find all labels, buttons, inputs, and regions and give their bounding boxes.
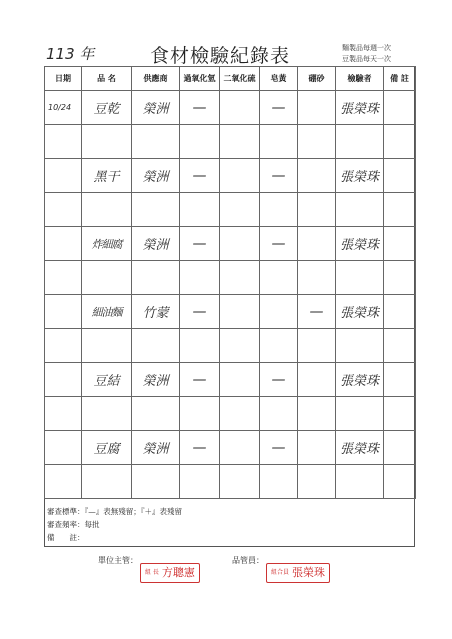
inspector-cell: 張榮珠 <box>336 295 384 329</box>
borax-cell: — <box>298 295 336 329</box>
note-cell <box>384 91 416 125</box>
note-cell <box>384 193 416 227</box>
so2-cell <box>220 261 260 295</box>
supervisor-stamp-name: 方聰憲 <box>161 566 195 579</box>
inspector-cell <box>336 329 384 363</box>
col-note: 備 註 <box>384 67 416 91</box>
borax-cell <box>298 363 336 397</box>
col-so2: 二氧化硫 <box>220 67 260 91</box>
so2-cell <box>220 465 260 499</box>
supplier-cell: 榮洲 <box>132 91 180 125</box>
date-cell <box>45 431 82 465</box>
remark-note: 備 註： <box>47 533 85 542</box>
item-cell: 豆乾 <box>82 91 132 125</box>
so2-cell <box>220 397 260 431</box>
h2o2-cell <box>180 465 220 499</box>
borax-cell <box>298 261 336 295</box>
date-cell <box>45 227 82 261</box>
date-cell <box>45 159 82 193</box>
item-cell: 細油麵 <box>82 295 132 329</box>
h2o2-cell: — <box>180 295 220 329</box>
h2o2-cell: — <box>180 91 220 125</box>
note-cell <box>384 159 416 193</box>
supplier-cell: 榮洲 <box>132 159 180 193</box>
header-row <box>45 67 416 91</box>
soap-yellow-cell: — <box>260 227 298 261</box>
inspector-cell: 張榮珠 <box>336 159 384 193</box>
borax-cell <box>298 91 336 125</box>
item-cell <box>82 261 132 295</box>
col-soap-yellow: 皂黃 <box>260 67 298 91</box>
table-row <box>45 295 416 329</box>
h2o2-cell <box>180 261 220 295</box>
note-cell <box>384 397 416 431</box>
supplier-cell <box>132 261 180 295</box>
frequency-noodle: 麵製品每週一次 <box>342 44 391 52</box>
date-cell: 10/24 <box>45 91 82 125</box>
col-supplier: 供應商 <box>132 67 180 91</box>
date-cell <box>45 295 82 329</box>
frequency-review-note: 審查頻率：每批 <box>47 520 100 529</box>
item-cell: 豆腐 <box>82 431 132 465</box>
borax-cell <box>298 431 336 465</box>
frequency-tofu: 豆製品每天一次 <box>342 55 391 63</box>
inspector-cell: 張榮珠 <box>336 363 384 397</box>
so2-cell <box>220 91 260 125</box>
h2o2-cell: — <box>180 227 220 261</box>
h2o2-cell <box>180 193 220 227</box>
item-cell <box>82 125 132 159</box>
borax-cell <box>298 227 336 261</box>
table-row <box>45 227 416 261</box>
inspection-table <box>44 66 416 499</box>
h2o2-cell <box>180 397 220 431</box>
soap-yellow-cell: — <box>260 431 298 465</box>
note-cell <box>384 329 416 363</box>
borax-cell <box>298 465 336 499</box>
so2-cell <box>220 159 260 193</box>
item-cell: 炸細腐 <box>82 227 132 261</box>
so2-cell <box>220 431 260 465</box>
inspector-cell <box>336 261 384 295</box>
borax-cell <box>298 397 336 431</box>
supplier-cell: 竹蒙 <box>132 295 180 329</box>
note-cell <box>384 363 416 397</box>
soap-yellow-cell <box>260 193 298 227</box>
col-item: 品 名 <box>82 67 132 91</box>
supervisor-stamp <box>140 563 200 583</box>
item-cell <box>82 329 132 363</box>
borax-cell <box>298 159 336 193</box>
inspector-cell <box>336 125 384 159</box>
borax-cell <box>298 125 336 159</box>
manager-stamp-title: 組合員 <box>271 569 290 576</box>
inspector-cell <box>336 193 384 227</box>
so2-cell <box>220 329 260 363</box>
manager-stamp <box>266 563 330 583</box>
so2-cell <box>220 227 260 261</box>
supervisor-label: 單位主管： <box>98 556 138 565</box>
so2-cell <box>220 363 260 397</box>
col-date: 日期 <box>45 67 82 91</box>
inspector-cell: 張榮珠 <box>336 431 384 465</box>
supplier-cell: 榮洲 <box>132 363 180 397</box>
date-cell <box>45 193 82 227</box>
soap-yellow-cell <box>260 295 298 329</box>
supplier-cell: 榮洲 <box>132 227 180 261</box>
borax-cell <box>298 193 336 227</box>
supplier-cell <box>132 125 180 159</box>
frequency-note <box>342 43 391 65</box>
inspector-cell: 張榮珠 <box>336 91 384 125</box>
col-h2o2: 過氧化氫 <box>180 67 220 91</box>
note-cell <box>384 431 416 465</box>
soap-yellow-cell: — <box>260 363 298 397</box>
note-cell <box>384 465 416 499</box>
soap-yellow-cell: — <box>260 159 298 193</box>
inspector-cell <box>336 397 384 431</box>
soap-yellow-cell <box>260 465 298 499</box>
note-cell <box>384 125 416 159</box>
soap-yellow-cell <box>260 329 298 363</box>
table-row <box>45 329 416 363</box>
h2o2-cell: — <box>180 159 220 193</box>
date-cell <box>45 125 82 159</box>
date-cell <box>45 363 82 397</box>
item-cell <box>82 193 132 227</box>
table-row <box>45 193 416 227</box>
table-row <box>45 91 416 125</box>
soap-yellow-cell <box>260 261 298 295</box>
table-row <box>45 159 416 193</box>
date-cell <box>45 397 82 431</box>
date-cell <box>45 261 82 295</box>
table-row <box>45 363 416 397</box>
so2-cell <box>220 125 260 159</box>
table-row <box>45 261 416 295</box>
h2o2-cell <box>180 125 220 159</box>
notes-block <box>47 505 182 544</box>
supervisor-stamp-title: 組 長 <box>145 569 159 576</box>
note-cell <box>384 261 416 295</box>
col-inspector: 檢驗者 <box>336 67 384 91</box>
col-borax: 硼砂 <box>298 67 336 91</box>
so2-cell <box>220 295 260 329</box>
date-cell <box>45 465 82 499</box>
h2o2-cell <box>180 329 220 363</box>
table-row <box>45 125 416 159</box>
item-cell <box>82 397 132 431</box>
manager-stamp-name: 張榮珠 <box>292 566 326 579</box>
form-title: 食材檢驗紀錄表 <box>150 45 291 67</box>
note-cell <box>384 295 416 329</box>
borax-cell <box>298 329 336 363</box>
table-row <box>45 465 416 499</box>
manager-label: 品管員： <box>232 556 264 565</box>
soap-yellow-cell <box>260 397 298 431</box>
h2o2-cell: — <box>180 431 220 465</box>
item-cell: 黑干 <box>82 159 132 193</box>
date-cell <box>45 329 82 363</box>
year-handwritten: 113 年 <box>46 45 95 63</box>
table-row <box>45 397 416 431</box>
table-row <box>45 431 416 465</box>
soap-yellow-cell <box>260 125 298 159</box>
so2-cell <box>220 193 260 227</box>
standard-note: 審查標準：『—』表無殘留；『＋』表殘留 <box>47 507 182 516</box>
soap-yellow-cell: — <box>260 91 298 125</box>
item-cell <box>82 465 132 499</box>
supplier-cell <box>132 193 180 227</box>
supplier-cell <box>132 329 180 363</box>
item-cell: 豆結 <box>82 363 132 397</box>
supplier-cell <box>132 465 180 499</box>
note-cell <box>384 227 416 261</box>
supplier-cell <box>132 397 180 431</box>
h2o2-cell: — <box>180 363 220 397</box>
supplier-cell: 榮洲 <box>132 431 180 465</box>
inspector-cell: 張榮珠 <box>336 227 384 261</box>
inspector-cell <box>336 465 384 499</box>
